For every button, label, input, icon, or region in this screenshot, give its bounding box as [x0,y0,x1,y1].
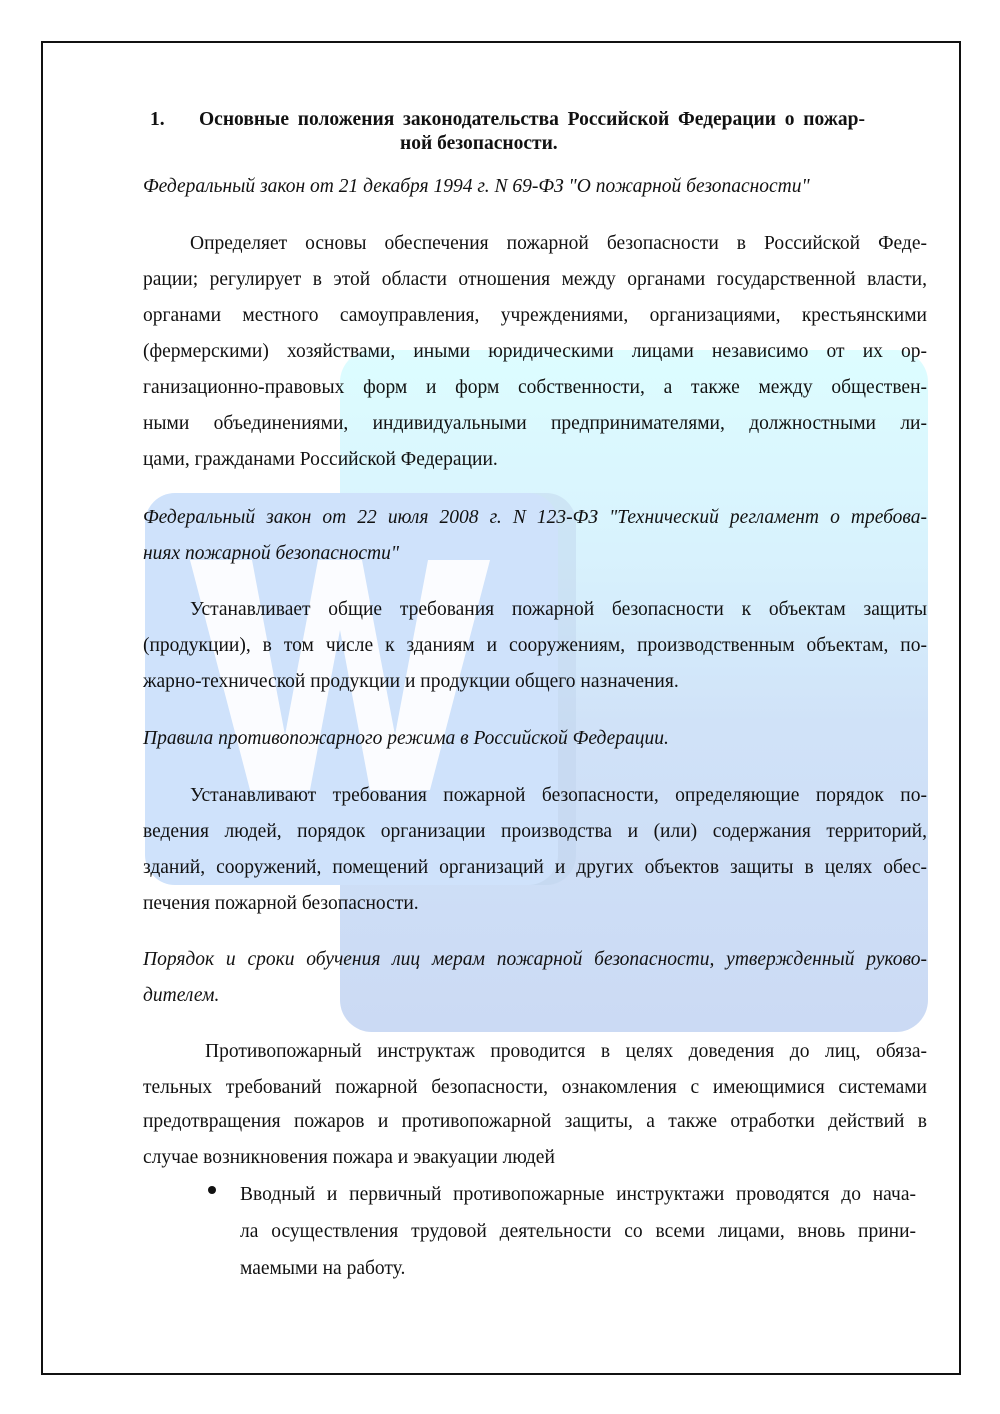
bullet-line: ла осуществления трудовой деятельности со всеми лицами, вновь прини- [240,1221,916,1242]
paragraph-line: Определяет основы обеспечения пожарной безопасности в Российской Феде- [190,233,927,254]
paragraph-line: ведения людей, порядок организации производства и (или) содержания территорий, [143,821,927,842]
paragraph-line: цами, гражданами Российской Федерации. [143,449,498,470]
law-title: дителем. [143,985,220,1006]
bullet-line: маемыми на работу. [240,1258,406,1279]
heading-line: ной безопасности. [400,133,558,154]
paragraph-line: рации; регулирует в этой области отношения между органами государственной власти, [143,269,927,290]
paragraph-line: Устанавливает общие требования пожарной безопасности к объектам защиты [190,599,927,620]
paragraph-line: Устанавливают требования пожарной безопасности, определяющие порядок по- [190,785,927,806]
paragraph-line: Противопожарный инструктаж проводится в целях доведения до лиц, обяза- [205,1041,927,1062]
paragraph-line: жарно-технической продукции и продукции общего назначения. [143,671,679,692]
paragraph-line: зданий, сооружений, помещений организаций и других объектов защиты в целях обес- [143,857,927,878]
bullet-icon [208,1186,216,1194]
heading-number: 1. [150,109,165,130]
paragraph-line: ганизационно-правовых форм и форм собственности, а также между обществен- [143,377,927,398]
paragraph-line: предотвращения пожаров и противопожарной защиты, а также отработки действий в [143,1111,927,1132]
bullet-line: Вводный и первичный противопожарные инструктажи проводятся до нача- [240,1184,916,1205]
paragraph-line: органами местного самоуправления, учреждениями, организациями, крестьянскими [143,305,927,326]
paragraph-line: (продукции), в том числе к зданиям и сооружениям, производственным объектам, по- [143,635,927,656]
law-title: ниях пожарной безопасности" [143,543,400,564]
law-title: Федеральный закон от 21 декабря 1994 г. N 69-ФЗ "О пожарной безопасности" [143,176,810,197]
paragraph-line: печения пожарной безопасности. [143,893,419,914]
law-title: Порядок и сроки обучения лиц мерам пожарной безопасности, утвержденный руково- [143,949,927,970]
law-title: Правила противопожарного режима в Российской Федерации. [143,728,669,749]
law-title: Федеральный закон от 22 июля 2008 г. N 123-ФЗ "Технический регламент о требова- [143,507,927,528]
paragraph-line: случае возникновения пожара и эвакуации людей [143,1147,555,1168]
paragraph-line: (фермерскими) хозяйствами, иными юридическими лицами независимо от их ор- [143,341,927,362]
paragraph-line: тельных требований пожарной безопасности, ознакомления с имеющимися системами [143,1077,927,1098]
heading-line: Основные положения законодательства Российской Федерации о пожар- [199,109,865,130]
paragraph-line: ными объединениями, индивидуальными предпринимателями, должностными ли- [143,413,927,434]
